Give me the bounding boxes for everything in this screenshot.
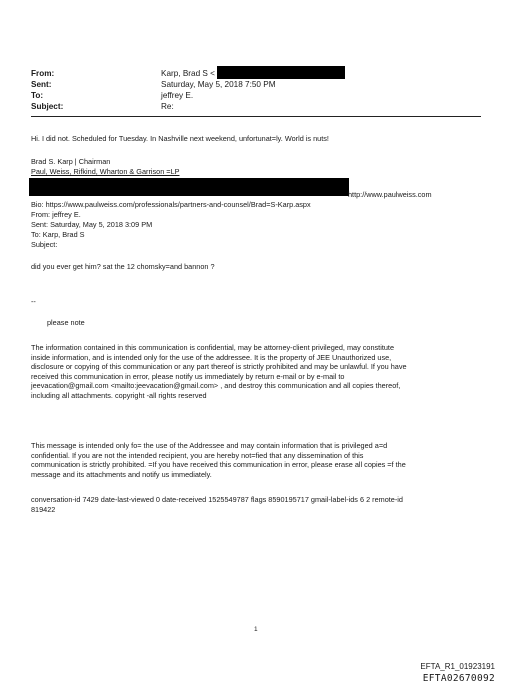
notice-line: communication is strictly prohibited. =If you have received this communication in error, please erase all copies =f the <box>31 460 406 470</box>
to-label: To: <box>31 91 44 100</box>
header-divider <box>31 116 481 117</box>
notice-line: including all attachments. copyright -all rights reserved <box>31 390 207 400</box>
notice-line: received this communication in error, please notify us immediately by return e-mail or by e-mail to <box>31 371 345 381</box>
metadata-line: 819422 <box>31 504 56 514</box>
quoted-subject: Subject: <box>31 240 58 249</box>
quoted-from: From: jeffrey E. <box>31 210 81 219</box>
metadata-line: conversation-id 7429 date-last-viewed 0 date-received 1525549787 flags 8590195717 gmail-label-ids 6 2 remote-id <box>31 495 403 504</box>
notice-line: This message is intended only fo= the use of the Addressee and may contain information that is privileged a=d <box>31 441 388 450</box>
redaction-signature-block <box>29 178 349 196</box>
question-text: did you ever get him? sat the 12 chomsky=and bannon ? <box>31 262 215 271</box>
notice-line: confidential. If you are not the intended recipient, you are hereby not=fied that any dissemination of this <box>31 450 364 460</box>
subject-value: Re: <box>161 102 174 111</box>
from-label: From: <box>31 69 55 78</box>
separator-dashes: -- <box>31 297 36 306</box>
quoted-to: To: Karp, Brad S <box>31 230 85 239</box>
signature-firm: Paul, Weiss, Rifkind, Wharton & Garrison =LP <box>31 167 180 176</box>
signature-url-link[interactable]: http://www.paulweiss.com <box>348 190 432 199</box>
quoted-sent: Sent: Saturday, May 5, 2018 3:09 PM <box>31 220 153 229</box>
redaction-from-email <box>217 66 345 79</box>
subject-label: Subject: <box>31 102 64 111</box>
to-value: jeffrey E. <box>161 91 194 100</box>
notice-line: jeevacation@gmail.com <mailto:jeevacation@gmail.com> , and destroy this communication and all copies thereof, <box>31 381 401 391</box>
sent-value: Saturday, May 5, 2018 7:50 PM <box>161 80 276 89</box>
conversation-metadata <box>31 495 479 514</box>
reply-text: Hi. I did not. Scheduled for Tuesday. In Nashville next weekend, unfortunat=ly. World is nuts! <box>31 134 329 143</box>
sent-label: Sent: <box>31 80 52 89</box>
intended-recipient-notice <box>31 441 479 479</box>
page-number: 1 <box>254 626 258 633</box>
notice-line: message and its attachments and notify us immediately. <box>31 469 212 479</box>
signature-name: Brad S. Karp | Chairman <box>31 157 111 166</box>
bates-number-primary: EFTA_R1_01923191 <box>420 662 495 671</box>
bio-link[interactable]: Bio: https://www.paulweiss.com/professionals/partners-and-counsel/Brad=S-Karp.aspx <box>31 200 311 209</box>
notice-line: inside information, and is intended only for the use of the addressee. It is the property of JEE Unauthorized use, <box>31 352 392 362</box>
from-value: Karp, Brad S < <box>161 69 215 78</box>
confidentiality-notice <box>31 343 479 401</box>
please-note-text: please note <box>47 318 85 327</box>
notice-line: disclosure or copying of this communication or any part thereof is strictly prohibited and may be unlawful. If you have <box>31 362 407 372</box>
notice-line: The information contained in this communication is confidential, may be attorney-client privileged, may constitute <box>31 343 394 352</box>
bates-number-secondary: EFTA02670092 <box>422 673 495 684</box>
